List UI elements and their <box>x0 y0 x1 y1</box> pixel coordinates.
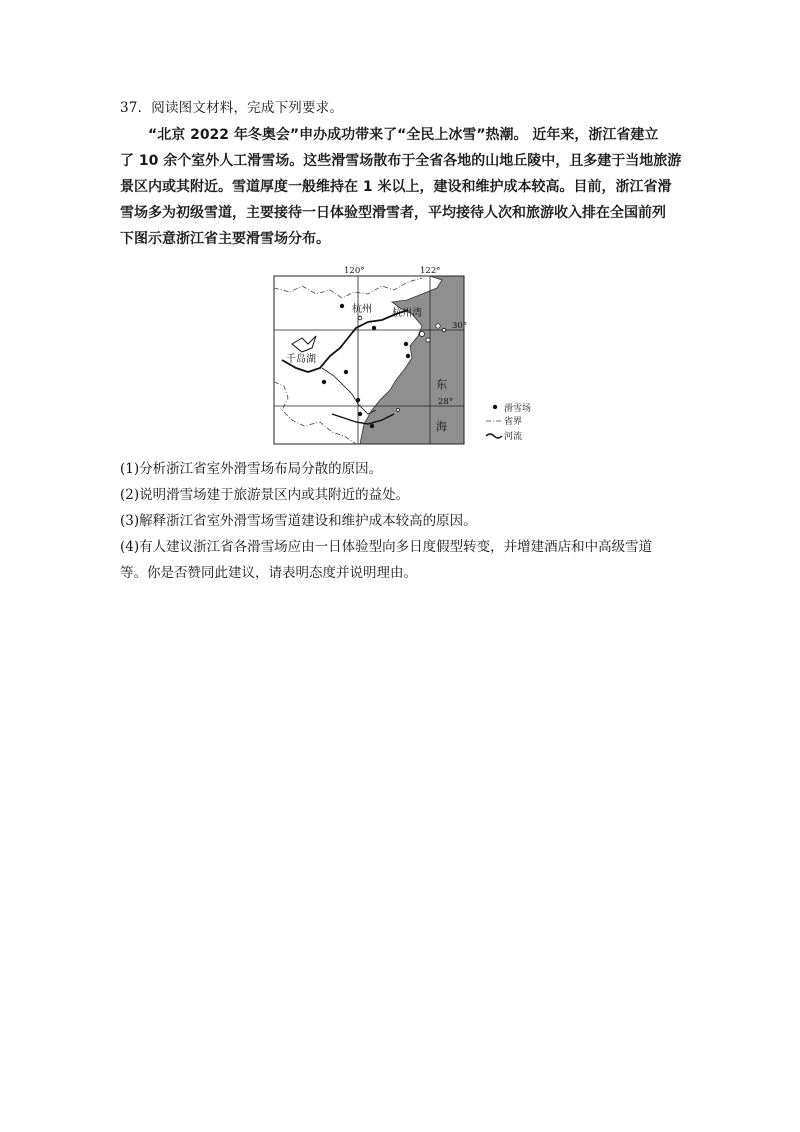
sub-question-4-cont: 等。你是否赞同此建议，请表明态度并说明理由。 <box>120 565 417 581</box>
ski-resort-dot <box>372 326 376 330</box>
island <box>442 328 445 331</box>
sub-questions <box>120 456 702 586</box>
legend-river-line <box>486 434 502 438</box>
lon-label-120: 120° <box>344 266 365 276</box>
ski-resort-dot <box>340 304 344 308</box>
hangzhou-marker <box>358 316 362 320</box>
lat-label-30: 30° <box>452 321 468 331</box>
material-line: 下图示意浙江省主要滑雪场分布。 <box>120 231 330 247</box>
sub-question-2: (2)说明滑雪场建于旅游景区内或其附近的益处。 <box>120 487 410 503</box>
river-branch <box>322 368 376 414</box>
sub-question-1: (1)分析浙江省室外滑雪场布局分散的原因。 <box>120 461 383 477</box>
material-line: “北京 2022 年冬奥会”申办成功带来了“全民上冰雪”热潮。 近年来，浙江省建立 <box>148 127 659 143</box>
lon-label-122: 122° <box>420 266 441 276</box>
qiandao-lake-shape <box>292 336 316 352</box>
lat-label-28: 28° <box>438 397 454 407</box>
label-hangzhou: 杭州 <box>352 304 372 315</box>
ski-resort-dot <box>322 380 326 384</box>
label-hangzhou-bay: 杭州湾 <box>392 308 422 319</box>
province-border <box>274 278 422 298</box>
east-sea-area <box>360 276 464 444</box>
sub-question-3: (3)解释浙江省室外滑雪场雪道建设和维护成本较高的原因。 <box>120 513 477 529</box>
material-line: 了 10 余个室外人工滑雪场。这些滑雪场散布于全省各地的山地丘陵中，且多建于当地旅游 <box>120 153 682 169</box>
ski-resort-dot <box>356 398 360 402</box>
ski-resort-dot <box>370 424 374 428</box>
question-heading: 37．阅读图文材料，完成下列要求。 <box>120 100 344 116</box>
label-qiandao-lake: 千岛湖 <box>286 354 316 365</box>
legend-border-label: 省界 <box>504 417 523 427</box>
label-east-sea-1: 东 <box>436 378 447 391</box>
legend-river-label: 河流 <box>504 432 523 442</box>
material-line: 景区内或其附近。雪道厚度一般维持在 1 米以上，建设和维护成本较高。目前，浙江省滑 <box>120 179 672 195</box>
sub-question-4: (4)有人建议浙江省各滑雪场应由一日体验型向多日度假型转变，并增建酒店和中高级雪道 <box>120 539 653 555</box>
legend-ski-label: 滑雪场 <box>504 404 532 414</box>
label-east-sea-2: 海 <box>436 420 447 433</box>
material-line: 雪场多为初级雪道，主要接待一日体验型滑雪者，平均接待人次和旅游收入排在全国前列 <box>120 205 666 221</box>
ski-resort-dot <box>404 342 408 346</box>
ski-resort-dot <box>344 370 348 374</box>
ski-resort-dot <box>358 412 362 416</box>
island <box>397 409 400 412</box>
ski-resort-dot <box>406 354 410 358</box>
map-svg <box>272 264 562 446</box>
province-border <box>274 382 356 444</box>
legend-ski-dot <box>493 405 497 409</box>
island <box>420 332 425 337</box>
ski-resort-map <box>272 264 562 446</box>
island <box>426 338 430 342</box>
island <box>436 324 440 328</box>
material-paragraph <box>120 122 702 252</box>
